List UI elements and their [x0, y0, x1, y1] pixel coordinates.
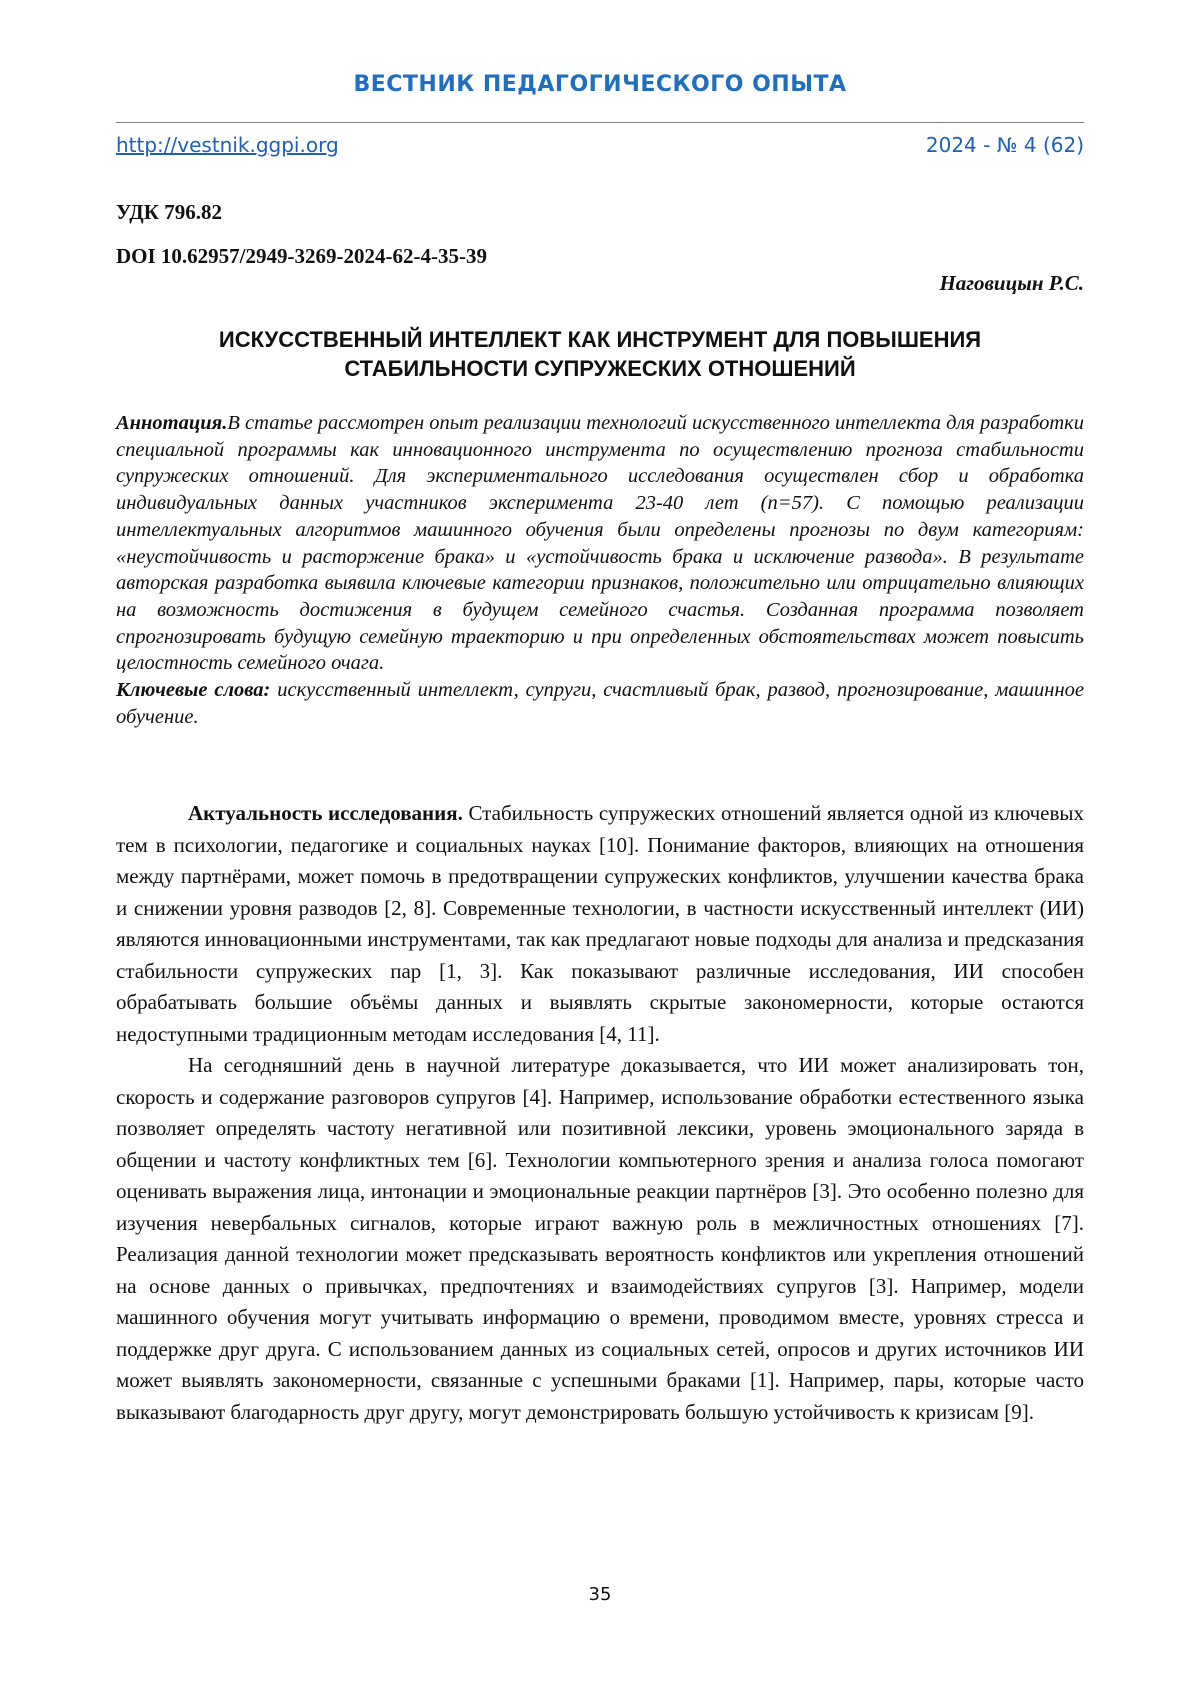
abstract-block: [116, 410, 1084, 730]
article-title-line-2: СТАБИЛЬНОСТИ СУПРУЖЕСКИХ ОТНОШЕНИЙ: [344, 356, 856, 381]
journal-title: ВЕСТНИК ПЕДАГОГИЧЕСКОГО ОПЫТА: [353, 72, 847, 97]
relevance-text: Стабильность супружеских отношений является одной из ключевых тем в психологии, педагогике и социальных науках [10]. Понимание факторов, влияющих на отношения между партнёрами, может помочь в предотвращении супружеских конфликтов, улучшении качества брака и снижении уровня разводов [2, 8]. Современные технологии, в частности искусственный интеллект (ИИ) являются инновационными инструментами, так как предлагают новые подходы для анализа и предсказания стабильности супружеских пар [1, 3]. Как показывают различные исследования, ИИ способен обрабатывать большие объёмы данных и выявлять скрытые закономерности, которые остаются недоступными традиционным методам исследования [4, 11].: [116, 801, 1084, 1046]
doi-code: DOI 10.62957/2949-3269-2024-62-4-35-39: [116, 244, 487, 268]
article-title: [116, 325, 1084, 383]
page-number: 35: [588, 1584, 612, 1605]
abstract-label: Аннотация.: [116, 412, 228, 434]
journal-url-link[interactable]: http://vestnik.ggpi.org: [116, 133, 339, 157]
keywords-label: Ключевые слова:: [116, 679, 271, 702]
article-title-line-1: ИСКУССТВЕННЫЙ ИНТЕЛЛЕКТ КАК ИНСТРУМЕНТ ДЛЯ ПОВЫШЕНИЯ: [218, 327, 982, 352]
paragraph-literature: На сегодняшний день в научной литературе доказывается, что ИИ может анализировать тон, скорость и содержание разговоров супругов [4]. Например, использование обработки естественного языка позволяет определять частоту негативной или позитивной лексики, уровень эмоционального заряда в общении и частоту конфликтных тем [6]. Технологии компьютерного зрения и анализа голоса помогают оценивать выражения лица, интонации и эмоциональные реакции партнёров [3]. Это особенно полезно для изучения невербальных сигналов, которые играют важную роль в межличностных отношениях [7]. Реализация данной технологии может предсказывать вероятность конфликтов или укрепления отношений на основе данных о привычках, предпочтениях и взаимодействиях супругов [3]. Например, модели машинного обучения могут учитывать информацию о времени, проводимом вместе, уровнях стресса и поддержке друг друга. С использованием данных из социальных сетей, опросов и других источников ИИ может выявлять закономерности, связанные с успешными браками [1]. Например, пары, которые часто выказывают благодарность друг другу, могут демонстрировать большую устойчивость к кризисам [9].: [116, 1053, 1084, 1424]
author-name: Наговицын Р.С.: [939, 271, 1084, 295]
relevance-heading: Актуальность исследования.: [188, 801, 463, 825]
paragraph-relevance: [116, 798, 1084, 1050]
udk-code: УДК 796.82: [116, 200, 222, 224]
header-divider: [116, 122, 1084, 123]
abstract-text: В статье рассмотрен опыт реализации технологий искусственного интеллекта для разработки специальной программы как инновационного инструмента по осуществлению прогноза стабильности супружеских отношений. Для экспериментального исследования осуществлен сбор и обработка индивидуальных данных участников эксперимента 23-40 лет (n=57). С помощью реализации интеллектуальных алгоритмов машинного обучения были определены прогнозы по двум категориям: «неустойчивость и расторжение брака» и «устойчивость брака и исключение развода». В результате авторская разработка выявила ключевые категории признаков, положительно или отрицательно влияющих на возможность достижения в будущем семейного счастья. Созданная программа позволяет спрогнозировать будущую семейную траекторию и при определенных обстоятельствах может повысить целостность семейного очага.: [116, 412, 1084, 675]
keywords-text: искусственный интеллект, супруги, счастливый брак, развод, прогнозирование, машинное обучение.: [116, 679, 1084, 728]
issue-number: 2024 - № 4 (62): [925, 133, 1084, 157]
article-body: [116, 798, 1084, 1428]
